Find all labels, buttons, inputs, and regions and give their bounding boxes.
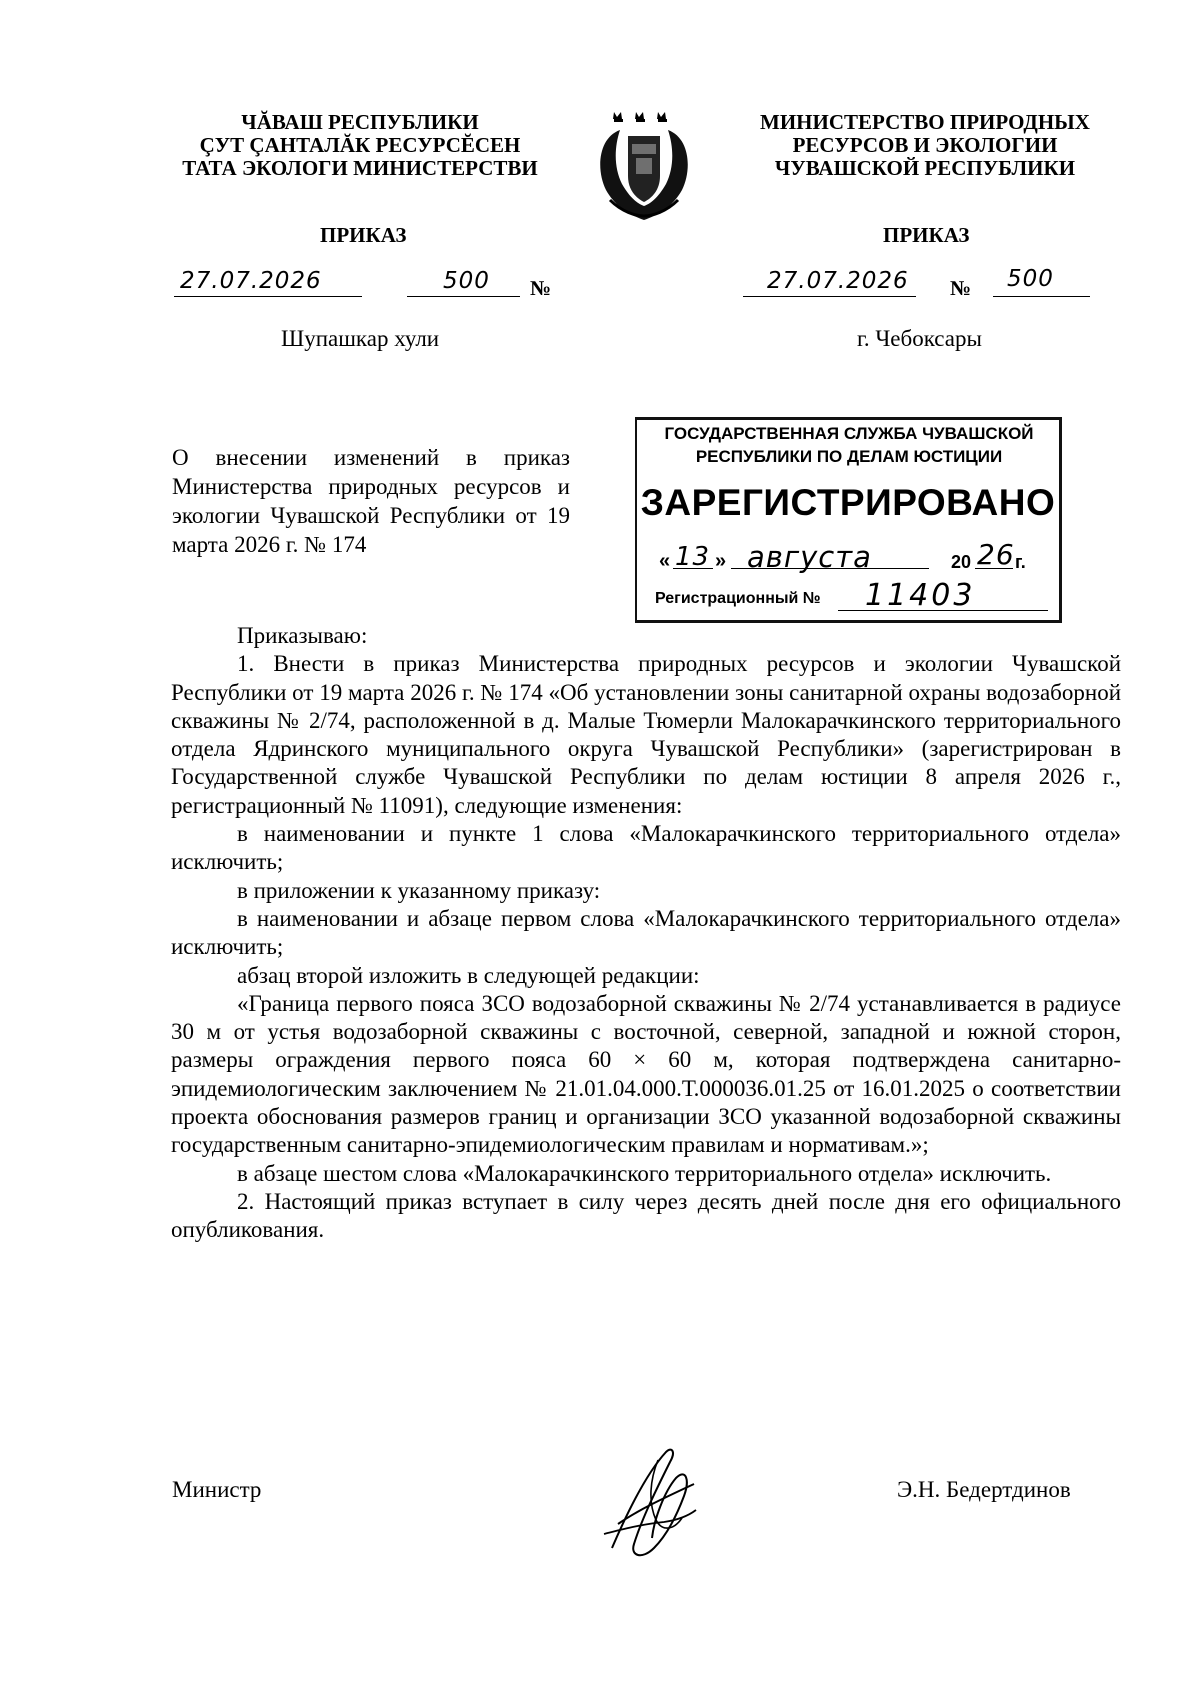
stamp-open-quote: « (659, 550, 671, 572)
left-date-line (174, 270, 362, 297)
left-number: 500 (443, 268, 490, 294)
right-number-line (993, 266, 1090, 297)
body-intro: Приказываю: (237, 623, 368, 648)
stamp-org-line-2: РЕСПУБЛИКИ ПО ДЕЛАМ ЮСТИЦИИ (695, 447, 1003, 466)
right-number-sign: № (950, 276, 972, 300)
signature-name: Э.Н. Бедертдинов (897, 1477, 1071, 1502)
header-right (740, 111, 1110, 180)
right-date: 27.07.2026 (767, 268, 909, 294)
right-date-line (743, 270, 916, 297)
stamp-close-quote: » (715, 550, 727, 572)
stamp-year-suffix: 26 (977, 538, 1015, 571)
body-paragraph-7: в абзаце шестом слова «Малокарачкинского территориального отдела» исключить. (237, 1160, 1052, 1186)
body-paragraph-5: абзац второй изложить в следующей редакции: (237, 962, 700, 988)
left-number-line (407, 270, 520, 297)
document-subject: О внесении изменений в приказ Министерства природных ресурсов и экологии Чувашской Республики от 19 марта 2026 г. № 174 (172, 445, 570, 557)
handwritten-signature (598, 1440, 708, 1565)
left-date: 27.07.2026 (180, 268, 322, 294)
left-number-sign: № (530, 276, 552, 300)
signature-graphic (598, 1440, 708, 1565)
stamp-year-prefix: 20 (951, 552, 972, 572)
header-left-line-2: ÇУТ ÇАНТАЛĂК РЕСУРСĔСЕН (199, 133, 521, 157)
order-title-left: ПРИКАЗ (320, 223, 407, 247)
stamp-date-row (659, 538, 1054, 574)
header-left (150, 111, 570, 180)
left-city: Шупашкар хули (281, 326, 440, 351)
header-left-line-1: ЧĂВАШ РЕСПУБЛИКИ (241, 110, 479, 134)
stamp-reg-label: Регистрационный № (655, 590, 821, 607)
stamp-reg-number: 11403 (865, 578, 976, 613)
body-paragraph-1: 1. Внести в приказ Министерства природных ресурсов и экологии Чувашской Республики от 19 марта 2026 г. № 174 «Об установлении зоны санитарной охраны водозаборной скважины № 2/74, расположенной в д. Малые Тюмерли Малокарачкинского территориального отдела Ядринского муниципального округа Чувашской Республики» (зарегистрирован в Государственной службе Чувашской Республики по делам юстиции 8 апреля 2026 г., регистрационный № 11091), следующие изменения: (171, 651, 1121, 818)
right-number: 500 (1007, 266, 1054, 292)
stamp-year-g: г. (1015, 552, 1026, 572)
stamp-day: 13 (675, 542, 711, 572)
body-paragraph-2: в наименовании и пункте 1 слова «Малокарачкинского территориального отдела» исключить; (171, 821, 1121, 875)
body-paragraph-3: в приложении к указанному приказу: (237, 877, 601, 903)
stamp-org-line-1: ГОСУДАРСТВЕННАЯ СЛУЖБА ЧУВАШСКОЙ (664, 424, 1034, 443)
body-paragraph-8: 2. Настоящий приказ вступает в силу через десять дней после дня его официального опубликования. (171, 1188, 1121, 1243)
header-right-line-1: МИНИСТЕРСТВО ПРИРОДНЫХ (760, 110, 1090, 134)
body-paragraph-6: «Граница первого пояса ЗСО водозаборной скважины № 2/74 устанавливается в радиусе 30 м от устья водозаборной скважины с восточной, северной, западной и южной сторон, размеры ограждения первого пояса 60 × 60 м, которая подтверждена санитарно-эпидемиологическим заключением № 21.01.04.000.Т.000036.01.25 от 16.01.2025 о соответствии проекта обоснования размеров границ и организации ЗСО указанной водозаборной скважины государственным санитарно-эпидемиологическим правилам и нормативам.»; (171, 990, 1121, 1158)
header-right-line-2: РЕСУРСОВ И ЭКОЛОГИИ (792, 133, 1058, 157)
signature-position: Министр (172, 1477, 262, 1502)
header-right-line-3: ЧУВАШСКОЙ РЕСПУБЛИКИ (774, 156, 1076, 180)
body-paragraph-4: в наименовании и абзаце первом слова «Малокарачкинского территориального отдела» исключить; (171, 905, 1121, 960)
stamp-month: августа (747, 540, 872, 574)
header-left-line-3: ТАТА ЭКОЛОГИ МИНИСТЕРСТВИ (182, 156, 538, 180)
stamp-reg-row (655, 578, 1055, 614)
right-city: г. Чебоксары (857, 326, 982, 351)
stamp-title: ЗАРЕГИСТРИРОВАНО (640, 482, 1056, 523)
order-title-right: ПРИКАЗ (883, 223, 970, 247)
coat-of-arms-emblem (592, 108, 696, 224)
document-body (171, 622, 1121, 1245)
registration-stamp (635, 417, 1062, 623)
emblem-graphic (592, 108, 696, 224)
